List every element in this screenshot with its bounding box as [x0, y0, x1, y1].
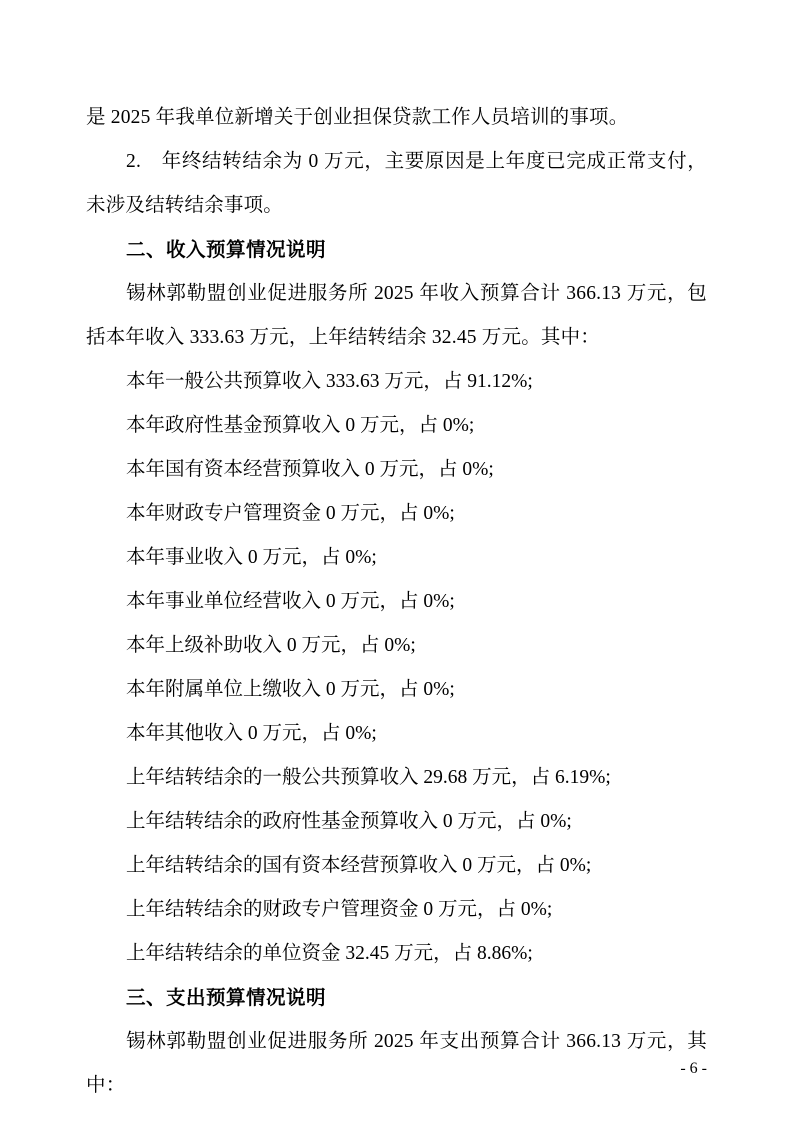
list-item: 本年附属单位上缴收入 0 万元，占 0%;: [126, 679, 455, 700]
list-item: 本年事业单位经营收入 0 万元，占 0%;: [126, 591, 455, 612]
list-item: 本年其他收入 0 万元，占 0%;: [126, 723, 377, 744]
list-item: 本年财政专户管理资金 0 万元，占 0%;: [126, 503, 455, 524]
list-item: 本年国有资本经营预算收入 0 万元，占 0%;: [126, 459, 494, 480]
list-item: 上年结转结余的财政专户管理资金 0 万元，占 0%;: [126, 899, 553, 920]
list-item: 上年结转结余的一般公共预算收入 29.68 万元，占 6.19%;: [126, 767, 611, 788]
list-item: 本年上级补助收入 0 万元，占 0%;: [126, 635, 416, 656]
paragraph-item-2: 2. 年终结转结余为 0 万元，主要原因是上年度已完成正常支付，未涉及结转结余事项。: [86, 151, 707, 216]
section-heading-three: 三、支出预算情况说明: [126, 987, 327, 1009]
section-two-intro: 锡林郭勒盟创业促进服务所 2025 年收入预算合计 366.13 万元，包括本年收入 333.63 万元，上年结转结余 32.45 万元。其中：: [86, 283, 707, 348]
list-item: 本年政府性基金预算收入 0 万元，占 0%;: [126, 415, 475, 436]
section-three-intro: 锡林郭勒盟创业促进服务所 2025 年支出预算合计 366.13 万元，其中：: [86, 1031, 707, 1096]
list-item: 上年结转结余的国有资本经营预算收入 0 万元，占 0%;: [126, 855, 592, 876]
list-item: 本年事业收入 0 万元，占 0%;: [126, 547, 377, 568]
continued-paragraph: 是 2025 年我单位新增关于创业担保贷款工作人员培训的事项。: [86, 107, 629, 128]
page-number: - 6 -: [680, 1060, 707, 1077]
list-item: 上年结转结余的政府性基金预算收入 0 万元，占 0%;: [126, 811, 572, 832]
document-body: [86, 96, 707, 1108]
list-item: 上年结转结余的单位资金 32.45 万元，占 8.86%;: [126, 943, 533, 964]
section-heading-two: 二、收入预算情况说明: [126, 239, 327, 261]
list-item: 本年一般公共预算收入 333.63 万元，占 91.12%;: [126, 371, 533, 392]
